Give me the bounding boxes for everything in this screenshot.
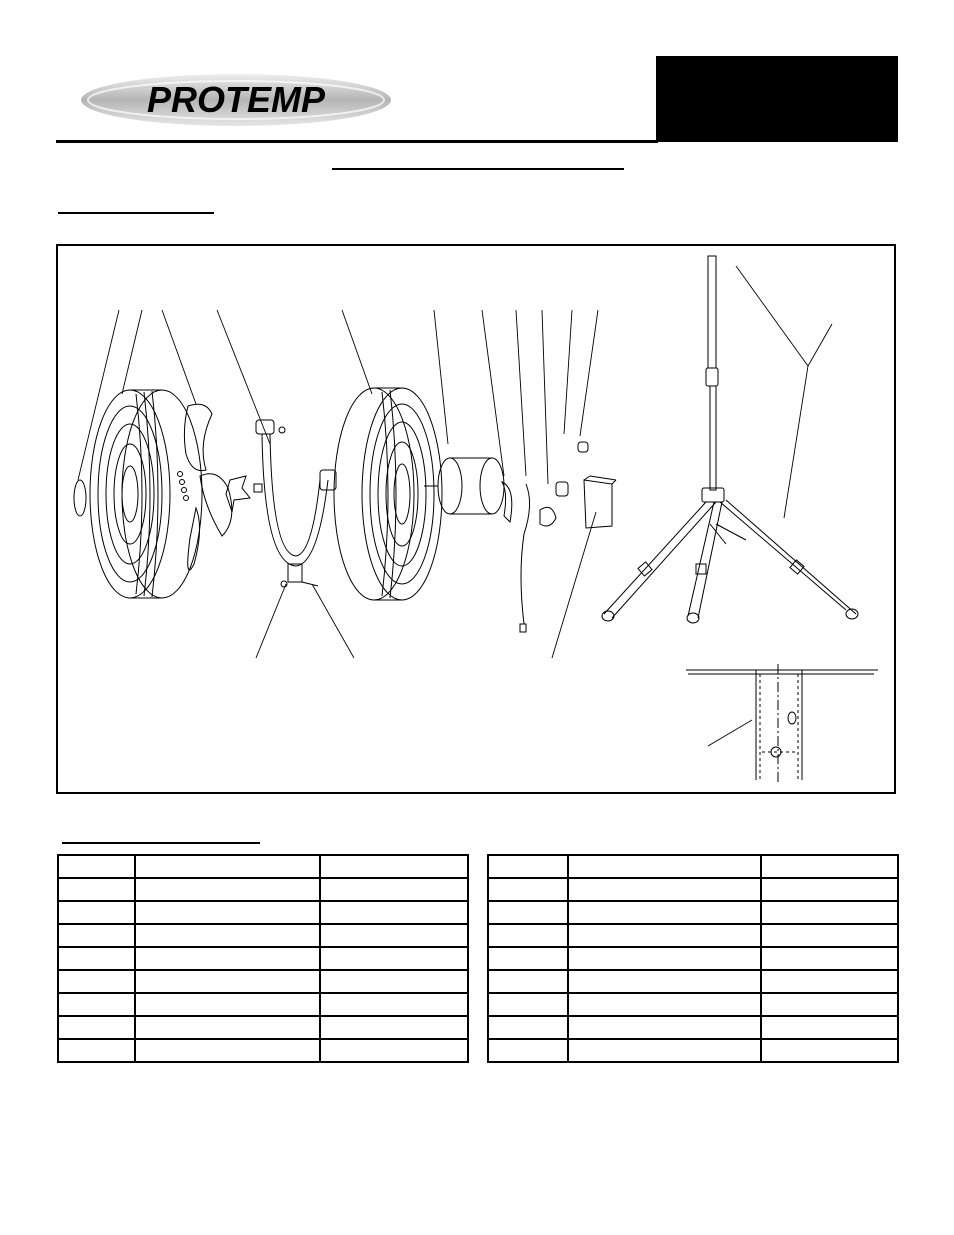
table-cell xyxy=(488,947,568,970)
table-cell xyxy=(568,947,761,970)
table-row xyxy=(488,901,898,924)
table-cell xyxy=(488,1016,568,1039)
table-cell xyxy=(58,947,135,970)
table-row xyxy=(488,855,898,878)
table-cell xyxy=(761,924,898,947)
table-cell xyxy=(320,1016,468,1039)
table-cell xyxy=(320,924,468,947)
table-cell xyxy=(488,855,568,878)
table-cell xyxy=(761,901,898,924)
table-cell xyxy=(568,878,761,901)
table-cell xyxy=(135,947,320,970)
table-cell xyxy=(320,1039,468,1062)
table-cell xyxy=(320,855,468,878)
table-cell xyxy=(58,901,135,924)
table-cell xyxy=(568,924,761,947)
parts-table-right-body xyxy=(488,855,898,1062)
table-cell xyxy=(568,970,761,993)
table-cell xyxy=(761,855,898,878)
title-underline xyxy=(332,168,624,170)
parts-table-left-body xyxy=(58,855,468,1062)
table-cell xyxy=(135,1016,320,1039)
table-cell xyxy=(58,855,135,878)
table-row xyxy=(58,970,468,993)
motor-illustration xyxy=(424,458,512,522)
logo-text: PROTEMP xyxy=(146,79,326,120)
table-cell xyxy=(135,1039,320,1062)
rear-grill-illustration xyxy=(74,390,202,598)
table-cell xyxy=(761,947,898,970)
table-cell xyxy=(320,878,468,901)
table-row xyxy=(58,878,468,901)
table-cell xyxy=(320,947,468,970)
tripod-stand-illustration xyxy=(602,256,858,623)
table-cell xyxy=(488,993,568,1016)
table-row xyxy=(488,878,898,901)
table-cell xyxy=(135,878,320,901)
table-cell xyxy=(761,878,898,901)
table-row xyxy=(58,924,468,947)
yoke-bracket-illustration xyxy=(254,420,336,587)
table-row xyxy=(58,855,468,878)
table-cell xyxy=(488,970,568,993)
table-row xyxy=(488,1039,898,1062)
table-cell xyxy=(488,878,568,901)
table-cell xyxy=(568,993,761,1016)
table-cell xyxy=(320,993,468,1016)
table-cell xyxy=(488,924,568,947)
table-row xyxy=(58,1016,468,1039)
table-cell xyxy=(135,901,320,924)
table-cell xyxy=(761,1016,898,1039)
table-cell xyxy=(58,970,135,993)
table-row xyxy=(58,947,468,970)
table-row xyxy=(488,924,898,947)
parts-table-left xyxy=(57,854,469,1063)
table-cell xyxy=(488,901,568,924)
protemp-logo xyxy=(80,72,392,128)
table-cell xyxy=(320,970,468,993)
fan-blade-illustration xyxy=(178,404,251,570)
table-cell xyxy=(58,878,135,901)
table-cell xyxy=(761,1039,898,1062)
table-row xyxy=(58,901,468,924)
table-cell xyxy=(568,1039,761,1062)
table-cell xyxy=(58,1016,135,1039)
table-cell xyxy=(135,855,320,878)
table-cell xyxy=(58,993,135,1016)
tube-detail-illustration xyxy=(686,664,878,784)
table-cell xyxy=(568,855,761,878)
parts-table-right xyxy=(487,854,899,1063)
table-cell xyxy=(58,1039,135,1062)
table-row xyxy=(58,993,468,1016)
table-cell xyxy=(58,924,135,947)
table-cell xyxy=(761,970,898,993)
table-cell xyxy=(568,1016,761,1039)
table-cell xyxy=(135,970,320,993)
table-cell xyxy=(568,901,761,924)
table-cell xyxy=(761,993,898,1016)
table-cell xyxy=(320,901,468,924)
exploded-parts-diagram xyxy=(56,244,898,796)
header-black-box xyxy=(656,56,898,142)
table-row xyxy=(488,970,898,993)
table-row xyxy=(488,947,898,970)
table-row xyxy=(58,1039,468,1062)
table-cell xyxy=(488,1039,568,1062)
header-rule xyxy=(56,140,658,143)
table-row xyxy=(488,1016,898,1039)
front-grill-illustration xyxy=(334,388,442,600)
table-row xyxy=(488,993,898,1016)
table-cell xyxy=(135,993,320,1016)
table-cell xyxy=(135,924,320,947)
parts-list-underline xyxy=(62,842,260,844)
subtitle-underline xyxy=(58,212,214,214)
